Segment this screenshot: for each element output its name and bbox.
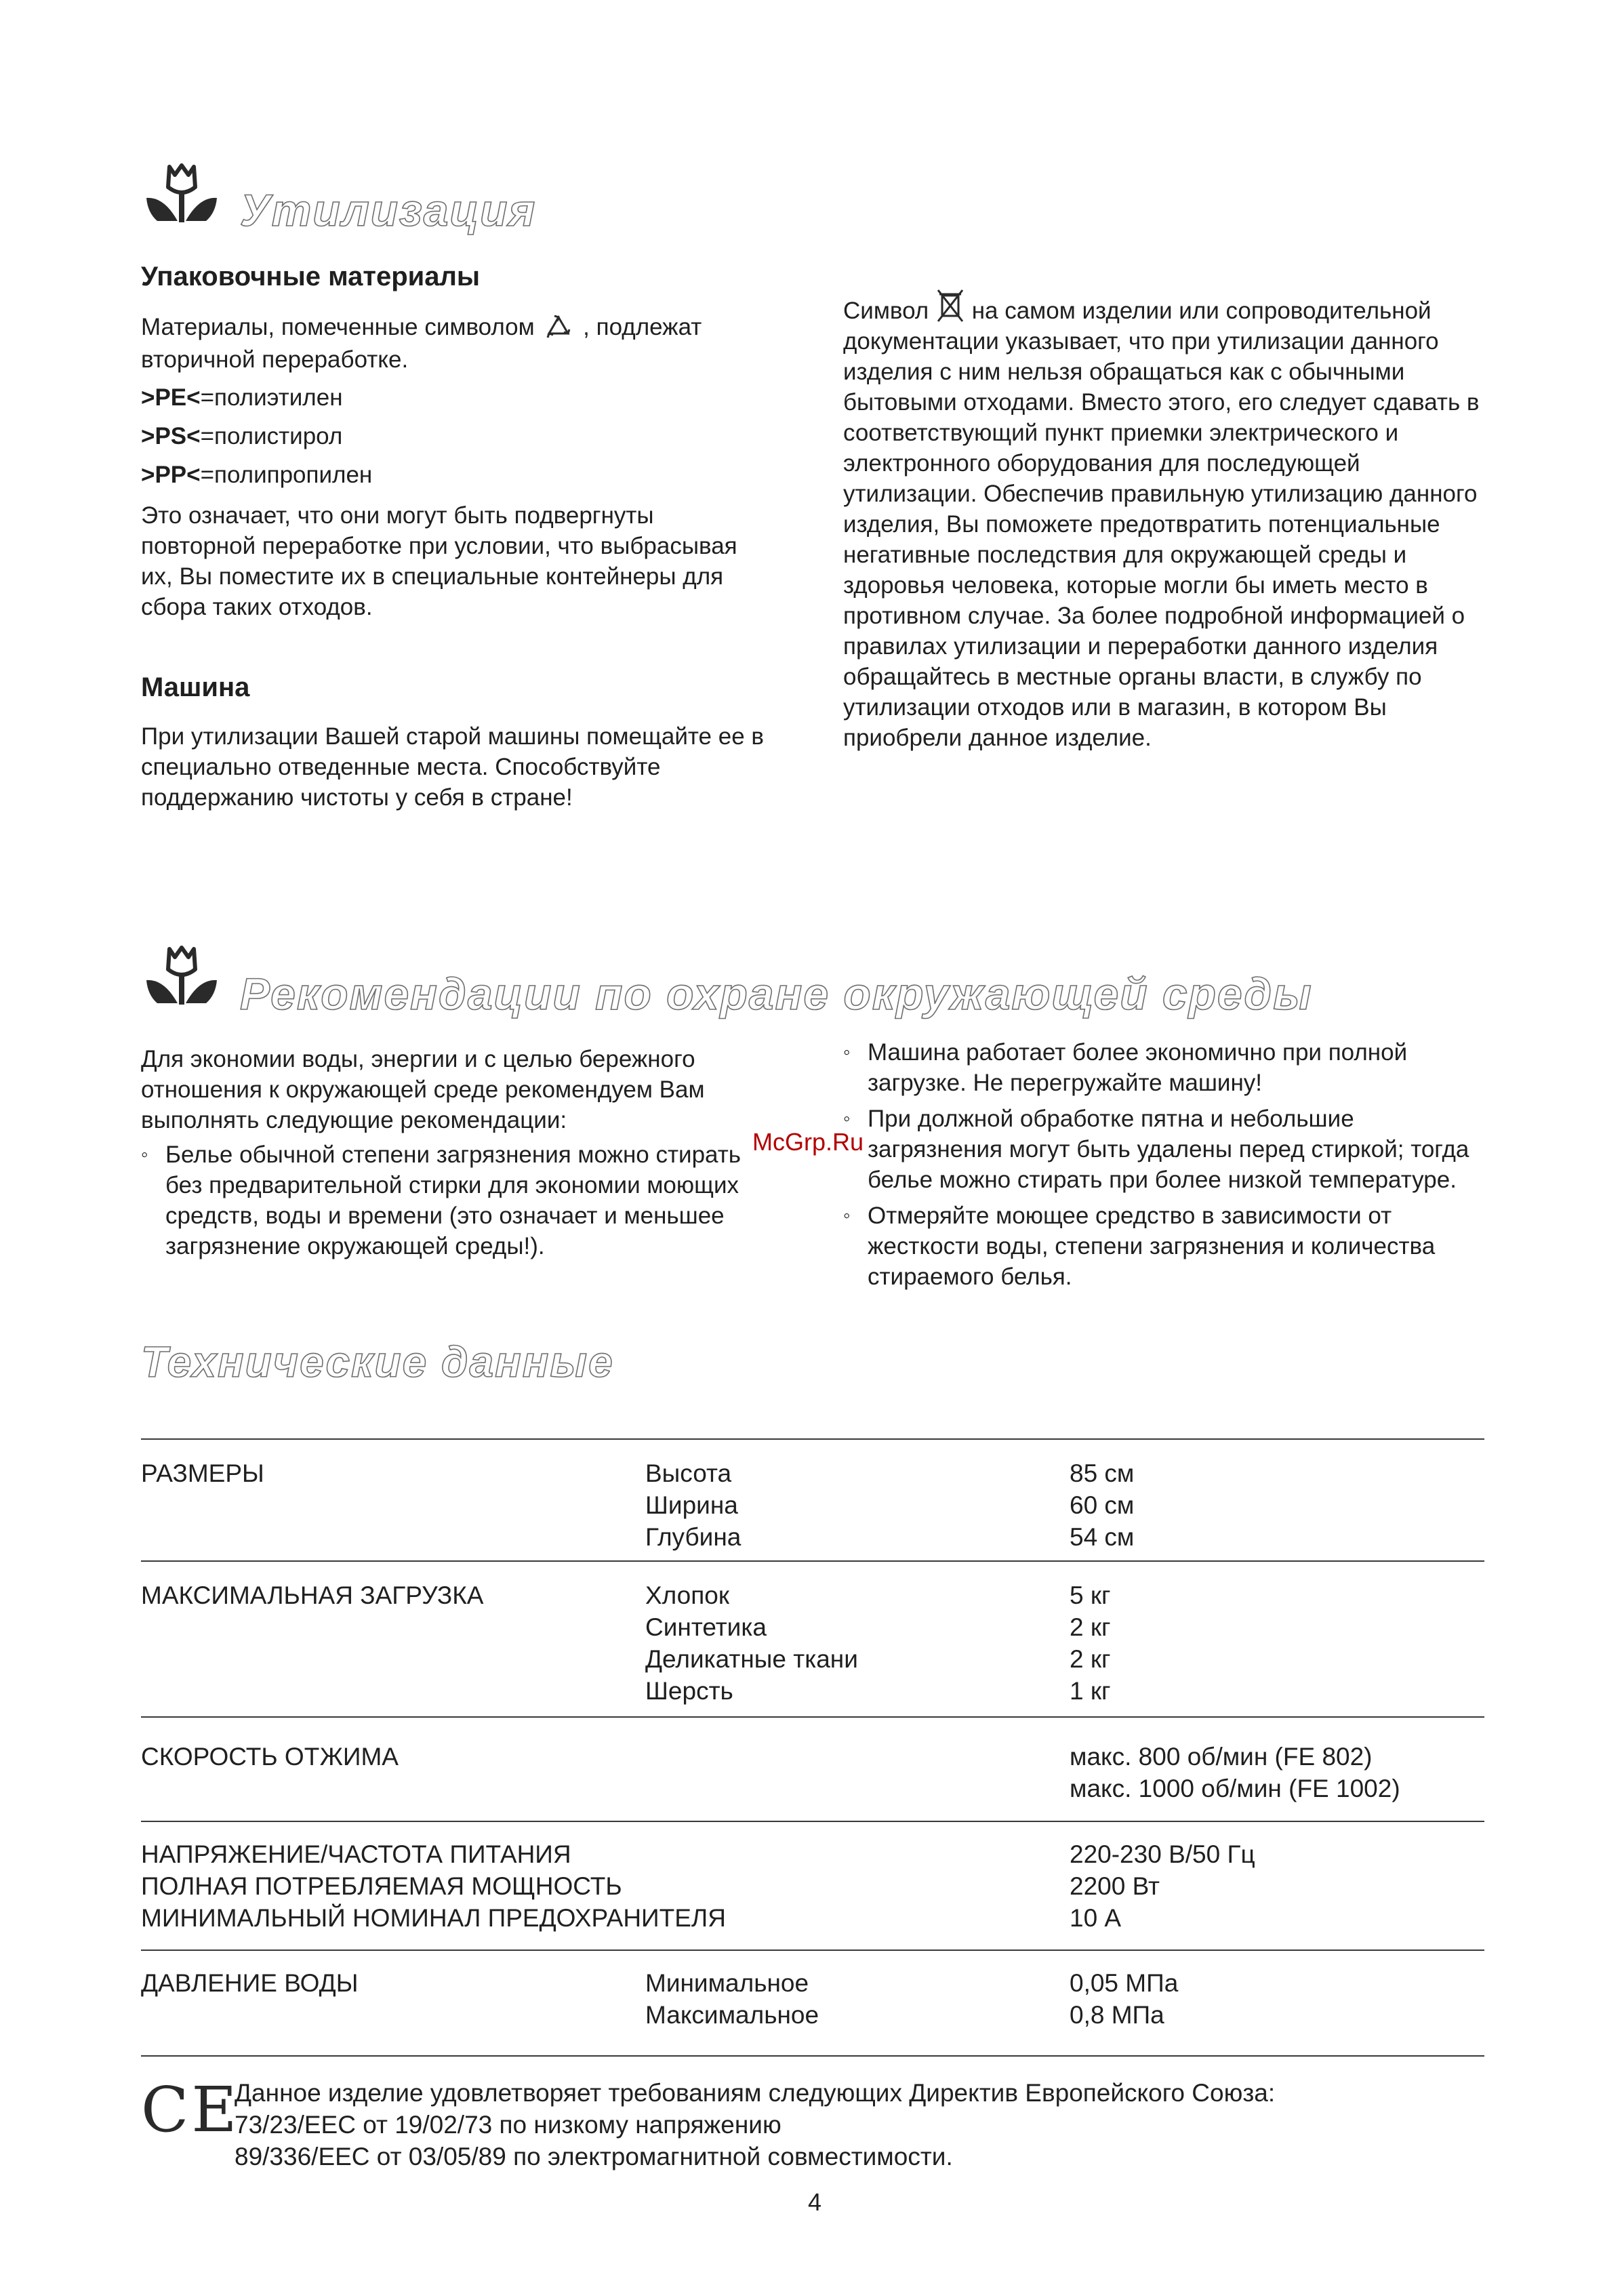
disposal-heading: Утилизация (240, 185, 537, 235)
weee-text (843, 287, 1487, 753)
tech-value: 2200 Вт (1070, 1872, 1160, 1900)
tech-value: 220-230 В/50 Гц (1070, 1840, 1255, 1868)
material-name: =полипропилен (200, 462, 373, 488)
tech-value: 85 см (1070, 1459, 1135, 1487)
material-name: =полистирол (200, 423, 343, 449)
environment-bullet: ◦ Машина работает более экономично при полной загрузке. Не перегружайте машину! (843, 1037, 1480, 1098)
tulip-icon (144, 163, 220, 224)
material-pp (141, 460, 372, 490)
environment-heading: Рекомендации по охране окружающей среды (240, 969, 1313, 1019)
page-number: 4 (808, 2188, 822, 2216)
tech-sub: Высота (645, 1459, 732, 1487)
tech-row-label: РАЗМЕРЫ (141, 1459, 264, 1487)
divider (141, 1438, 1484, 1440)
environment-left-column (141, 1044, 771, 1261)
weee-text-part1: Символ (843, 298, 929, 324)
tech-sub: Максимальное (645, 2001, 819, 2029)
packaging-text-part1: Материалы, помеченные символом (141, 314, 535, 340)
tech-value: 0,8 МПа (1070, 2001, 1164, 2029)
environment-bullet: ◦ Отмеряйте моющее средство в зависимости от жесткости воды, степени загрязнения и количества стираемого белья. (843, 1200, 1480, 1292)
tech-row-label: СКОРОСТЬ ОТЖИМА (141, 1743, 399, 1771)
tech-sub: Минимальное (645, 1969, 809, 1997)
divider (141, 1821, 1484, 1822)
tech-row-values (1070, 1741, 1400, 1804)
material-list (141, 382, 372, 490)
tech-sub: Глубина (645, 1523, 742, 1551)
environment-bullet: ◦ При должной обработке пятна и небольшие загрязнения могут быть удалены перед стиркой; тогда белье можно стирать при более низкой температуре. (843, 1104, 1480, 1195)
machine-text: При утилизации Вашей старой машины помещайте ее в специально отведенные места. Способствуйте поддержанию чистоты у себя в стране! (141, 723, 764, 811)
tech-row-water-pressure (141, 1967, 1484, 2035)
watermark: McGrp.Ru (752, 1128, 864, 1156)
tech-row-label: ПОЛНАЯ ПОТРЕБЛЯЕМАЯ МОЩНОСТЬ (141, 1872, 622, 1900)
material-code: >PE< (141, 384, 201, 411)
material-code: >PS< (141, 423, 201, 449)
tech-row-values (1070, 1838, 1255, 1934)
environment-bullet: ◦ Белье обычной степени загрязнения можно стирать без предварительной стирки для экономии моющих средств, воды и времени (это означает и меньшее загрязнение окружающей среды!). (141, 1139, 771, 1261)
tech-row-spin-speed (141, 1741, 1484, 1815)
tech-row-max-load (141, 1579, 1484, 1715)
packaging-recycle-text: Это означает, что они могут быть подвергнуты повторной переработке при условии, что выбрасывая их, Вы поместите их в специальные контейнеры для сбора таких отходов. (141, 502, 737, 620)
ce-line: 73/23/EEC от 19/02/73 по низкому напряжению (235, 2111, 781, 2139)
tech-sub: Синтетика (645, 1613, 767, 1641)
divider (141, 1560, 1484, 1562)
tech-value: макс. 1000 об/мин (FE 1002) (1070, 1775, 1400, 1802)
tech-row-subs (645, 1967, 819, 2031)
material-pe (141, 382, 372, 413)
tech-row-values (1070, 1579, 1111, 1707)
environment-intro: Для экономии воды, энергии и с целью бережного отношения к окружающей среде рекомендуем Вам выполнять следующие рекомендации: (141, 1046, 705, 1133)
packaging-title: Упаковочные материалы (141, 262, 481, 291)
divider (141, 1716, 1484, 1718)
tech-value: 2 кг (1070, 1645, 1111, 1673)
tech-value: 54 см (1070, 1523, 1135, 1551)
divider (141, 1949, 1484, 1951)
tech-value: 5 кг (1070, 1581, 1111, 1609)
ce-text (235, 2077, 1488, 2173)
tech-heading: Технические данные (141, 1337, 614, 1386)
ce-line: 89/336/EEC от 03/05/89 по электромагнитной совместимости. (235, 2143, 953, 2170)
packaging-text (141, 312, 778, 375)
weee-text-part2: на самом изделии или сопроводительной документации указывает, что при утилизации данного изделия с ним нельзя обращаться как с обычными бытовыми отходами. Вместо этого, его следует сдавать в соответствующий пункт приемки электрического и электронного оборудования для последующей утилизации. Обеспечив правильную утилизацию данного изделия, Вы поможете предотвратить потенциальные негативные последствия для окружающей среды и здоровья человека, которые могли бы иметь место в противном случае. За более подробной информацией о правилах утилизации и переработки данного изделия обращайтесь в местные органы власти, в службу по утилизации отходов или в магазин, в котором Вы приобрели данное изделие. (843, 298, 1480, 751)
recycle-icon (541, 313, 576, 344)
tech-row-dimensions (141, 1457, 1484, 1559)
tech-row-labels (141, 1838, 726, 1934)
tech-value: 60 см (1070, 1491, 1135, 1519)
tech-sub: Ширина (645, 1491, 738, 1519)
tech-value: 10 А (1070, 1904, 1122, 1932)
material-ps (141, 421, 372, 451)
tech-row-label: МИНИМАЛЬНЫЙ НОМИНАЛ ПРЕДОХРАНИТЕЛЯ (141, 1904, 726, 1932)
tech-row-subs (645, 1457, 741, 1553)
divider (141, 2055, 1484, 2057)
tech-row-subs (645, 1579, 858, 1707)
ce-line: Данное изделие удовлетворяет требованиям следующих Директив Европейского Союза: (235, 2079, 1276, 2107)
tech-value: 1 кг (1070, 1677, 1111, 1705)
ce-mark: CE (141, 2074, 240, 2146)
tech-row-values (1070, 1457, 1134, 1553)
tech-row-label: НАПРЯЖЕНИЕ/ЧАСТОТА ПИТАНИЯ (141, 1840, 571, 1868)
environment-right-column (843, 1037, 1480, 1292)
machine-title: Машина (141, 672, 250, 702)
crossed-bin-icon (935, 287, 965, 324)
material-code: >PP< (141, 462, 201, 488)
tech-sub: Шерсть (645, 1677, 733, 1705)
packaging-text-part2: , подлежат вторичной переработке. (141, 314, 702, 373)
tulip-icon (144, 945, 220, 1006)
tech-value: 0,05 МПа (1070, 1969, 1179, 1997)
tech-row-power (141, 1838, 1484, 1940)
tech-sub: Деликатные ткани (645, 1645, 858, 1673)
tech-row-label: ДАВЛЕНИЕ ВОДЫ (141, 1969, 359, 1997)
tech-row-label: МАКСИМАЛЬНАЯ ЗАГРУЗКА (141, 1581, 484, 1609)
tech-value: макс. 800 об/мин (FE 802) (1070, 1743, 1373, 1771)
tech-row-values (1070, 1967, 1178, 2031)
tech-value: 2 кг (1070, 1613, 1111, 1641)
material-name: =полиэтилен (200, 384, 343, 411)
tech-sub: Хлопок (645, 1581, 730, 1609)
